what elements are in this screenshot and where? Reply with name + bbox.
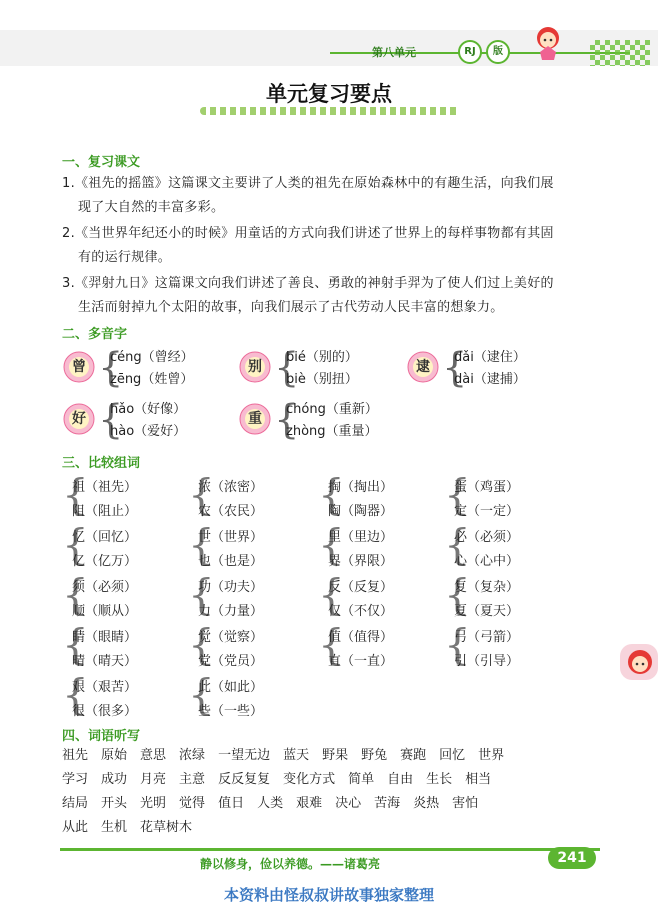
dictation-word: 野兔 <box>361 748 388 763</box>
dictation-words <box>62 744 602 840</box>
compare-word-b: 亿（亿万） <box>72 554 138 569</box>
brace-icon: { <box>62 570 89 619</box>
reading-2: zhòng（重量） <box>286 424 378 439</box>
compare-word-a: 艰（艰苦） <box>72 680 138 695</box>
edition-badge-ban: 版 <box>486 40 510 64</box>
dictation-word: 主意 <box>179 772 206 787</box>
compare-word-group <box>188 670 308 722</box>
flower-icon <box>62 402 96 436</box>
page-title: 单元复习要点 <box>266 82 392 106</box>
review-item-3-line1: 3.《羿射九日》这篇课文向我们讲述了善良、勇敢的神射手羿为了使人们过上美好的 <box>62 276 554 291</box>
dictation-word: 光明 <box>140 796 167 811</box>
cartoon-girl-icon <box>528 22 568 62</box>
brace-icon: { <box>62 670 89 719</box>
flower-icon <box>406 350 440 384</box>
dictation-word: 相当 <box>465 772 492 787</box>
dictation-word: 原始 <box>101 748 128 763</box>
compare-word-b: 也（也是） <box>198 554 264 569</box>
compare-word-b: 很（很多） <box>72 704 138 719</box>
dictation-word: 自由 <box>387 772 414 787</box>
brace-icon: { <box>188 470 215 519</box>
dictation-word: 艰难 <box>296 796 323 811</box>
compare-word-a: 此（如此） <box>198 680 264 695</box>
compare-word-group <box>318 570 438 622</box>
compare-word-a: 必（必须） <box>454 530 520 545</box>
compare-word-b: 直（一直） <box>328 654 394 669</box>
compare-word-b: 定（一定） <box>454 504 520 519</box>
review-item-3 <box>62 272 602 320</box>
compare-word-group <box>62 620 182 672</box>
section-heading-dictation: 四、词语听写 <box>62 729 141 744</box>
flower-icon <box>62 350 96 384</box>
dictation-word: 反反复复 <box>218 772 271 787</box>
compare-word-b: 引（引导） <box>454 654 520 669</box>
compare-word-b: 力（力量） <box>198 604 264 619</box>
brace-icon: { <box>444 620 471 669</box>
credit-line: 本资料由怪叔叔讲故事独家整理 <box>223 886 434 904</box>
compare-word-b: 些（一些） <box>198 704 264 719</box>
brace-icon: { <box>442 345 468 391</box>
dictation-word: 简单 <box>348 772 375 787</box>
brace-icon: { <box>188 570 215 619</box>
flower-icon <box>238 350 272 384</box>
dictation-word: 月亮 <box>140 772 167 787</box>
footer-rule <box>60 848 600 851</box>
compare-word-group <box>318 520 438 572</box>
review-item-3-line2: 生活而射掉九个太阳的故事，向我们展示了古代劳动人民丰富的想象力。 <box>78 300 504 315</box>
reading-2: biè（别扭） <box>286 372 358 387</box>
compare-word-a: 复（复杂） <box>454 580 520 595</box>
review-item-1-line2: 现了大自然的丰富多彩。 <box>78 200 225 215</box>
compare-word-a: 须（必须） <box>72 580 138 595</box>
brace-icon: { <box>98 397 124 443</box>
reading-2: hào（爱好） <box>110 424 187 439</box>
compare-word-b: 党（党员） <box>198 654 264 669</box>
section-heading-polyphonic: 二、多音字 <box>62 327 128 342</box>
polyphonic-char: 重 <box>248 411 262 427</box>
reading-1: dǎi（逮住） <box>454 350 526 365</box>
polyphonic-item <box>238 346 388 390</box>
compare-word-group <box>188 570 308 622</box>
polyphonic-char: 曾 <box>72 359 86 375</box>
dictation-word: 从此 <box>62 820 89 835</box>
compare-word-a: 里（里边） <box>328 530 394 545</box>
review-item-2 <box>62 222 602 270</box>
polyphonic-item <box>62 346 212 390</box>
dictation-word: 意思 <box>140 748 167 763</box>
dictation-row <box>62 792 602 816</box>
polyphonic-item <box>406 346 556 390</box>
polyphonic-char: 逮 <box>416 359 430 375</box>
dictation-word: 苦海 <box>374 796 401 811</box>
compare-word-a: 蛋（鸡蛋） <box>454 480 520 495</box>
dictation-row <box>62 768 602 792</box>
dictation-word: 生长 <box>426 772 453 787</box>
compare-word-b: 顺（顺从） <box>72 604 138 619</box>
compare-word-a: 觉（觉察） <box>198 630 264 645</box>
section-heading-review-texts: 一、复习课文 <box>62 155 141 170</box>
brace-icon: { <box>318 570 345 619</box>
brace-icon: { <box>318 470 345 519</box>
brace-icon: { <box>318 520 345 569</box>
compare-word-group <box>318 470 438 522</box>
page-number: 241 <box>548 847 596 869</box>
compare-word-group <box>444 470 564 522</box>
header-checker-pattern <box>590 40 650 66</box>
review-item-2-line1: 2.《当世界年纪还小的时候》用童话的方式向我们讲述了世界上的每样事物都有其固 <box>62 226 554 241</box>
compare-word-b: 阻（阻止） <box>72 504 138 519</box>
dictation-word: 害怕 <box>452 796 479 811</box>
polyphonic-item <box>62 398 212 442</box>
dictation-word: 浓绿 <box>179 748 206 763</box>
compare-word-b: 农（农民） <box>198 504 264 519</box>
dictation-word: 变化方式 <box>283 772 336 787</box>
compare-word-group <box>444 570 564 622</box>
dictation-word: 蓝天 <box>283 748 310 763</box>
dictation-word: 开头 <box>101 796 128 811</box>
flower-icon <box>238 402 272 436</box>
compare-word-a: 反（反复） <box>328 580 394 595</box>
dictation-word: 世界 <box>478 748 505 763</box>
compare-word-a: 弓（弓箭） <box>454 630 520 645</box>
compare-word-group <box>444 620 564 672</box>
brace-icon: { <box>274 397 300 443</box>
dictation-word: 祖先 <box>62 748 89 763</box>
compare-word-a: 祖（祖先） <box>72 480 138 495</box>
dictation-word: 结局 <box>62 796 89 811</box>
dictation-word: 生机 <box>101 820 128 835</box>
compare-word-group <box>444 520 564 572</box>
compare-word-group <box>62 670 182 722</box>
dictation-word: 一望无边 <box>218 748 271 763</box>
dictation-word: 觉得 <box>179 796 206 811</box>
compare-word-a: 掏（掏出） <box>328 480 394 495</box>
brace-icon: { <box>62 520 89 569</box>
unit-label: 第八单元 <box>372 46 416 59</box>
compare-word-group <box>188 520 308 572</box>
compare-word-group <box>62 470 182 522</box>
compare-word-b: 心（心中） <box>454 554 520 569</box>
compare-word-a: 功（功夫） <box>198 580 264 595</box>
reading-1: chóng（重新） <box>286 402 378 417</box>
compare-word-group <box>188 470 308 522</box>
dictation-word: 人类 <box>257 796 284 811</box>
compare-word-group <box>62 570 182 622</box>
dictation-word: 成功 <box>101 772 128 787</box>
footer-motto: 静以修身，俭以养德。——诸葛亮 <box>200 857 381 871</box>
dictation-word: 决心 <box>335 796 362 811</box>
dictation-row <box>62 816 602 840</box>
brace-icon: { <box>62 620 89 669</box>
polyphonic-item <box>238 398 398 442</box>
brace-icon: { <box>444 570 471 619</box>
dictation-word: 炎热 <box>413 796 440 811</box>
brace-icon: { <box>188 520 215 569</box>
brace-icon: { <box>98 345 124 391</box>
review-item-1-line1: 1.《祖先的摇篮》这篇课文主要讲了人类的祖先在原始森林中的有趣生活，向我们展 <box>62 176 554 191</box>
compare-word-b: 仅（不仅） <box>328 604 394 619</box>
compare-word-b: 夏（夏天） <box>454 604 520 619</box>
dictation-word: 野果 <box>322 748 349 763</box>
dictation-word: 值日 <box>218 796 245 811</box>
review-item-1 <box>62 172 602 220</box>
mascot-icon <box>620 640 658 684</box>
polyphonic-char: 别 <box>248 359 262 375</box>
compare-word-a: 世（世界） <box>198 530 264 545</box>
compare-word-group <box>62 520 182 572</box>
compare-word-a: 值（值得） <box>328 630 394 645</box>
dictation-word: 回忆 <box>439 748 466 763</box>
review-item-2-line2: 有的运行规律。 <box>78 250 172 265</box>
polyphonic-char: 好 <box>72 411 86 427</box>
reading-2: zēng（姓曾） <box>110 372 194 387</box>
title-divider <box>200 107 460 115</box>
compare-word-a: 睛（眼睛） <box>72 630 138 645</box>
edition-badge-rj: RJ <box>458 40 482 64</box>
compare-word-b: 陶（陶器） <box>328 504 394 519</box>
dictation-row <box>62 744 602 768</box>
compare-word-group <box>188 620 308 672</box>
brace-icon: { <box>444 470 471 519</box>
compare-word-b: 晴（晴天） <box>72 654 138 669</box>
brace-icon: { <box>62 470 89 519</box>
reading-1: bié（别的） <box>286 350 358 365</box>
reading-1: hǎo（好像） <box>110 402 187 417</box>
brace-icon: { <box>188 620 215 669</box>
compare-word-b: 界（界限） <box>328 554 394 569</box>
reading-1: céng（曾经） <box>110 350 194 365</box>
dictation-word: 花草树木 <box>140 820 193 835</box>
section-heading-compare-words: 三、比较组词 <box>62 456 141 471</box>
dictation-word: 赛跑 <box>400 748 427 763</box>
dictation-word: 学习 <box>62 772 89 787</box>
compare-word-group <box>318 620 438 672</box>
compare-word-a: 浓（浓密） <box>198 480 264 495</box>
brace-icon: { <box>274 345 300 391</box>
reading-2: dài（逮捕） <box>454 372 526 387</box>
brace-icon: { <box>444 520 471 569</box>
brace-icon: { <box>188 670 215 719</box>
brace-icon: { <box>318 620 345 669</box>
compare-word-a: 忆（回忆） <box>72 530 138 545</box>
